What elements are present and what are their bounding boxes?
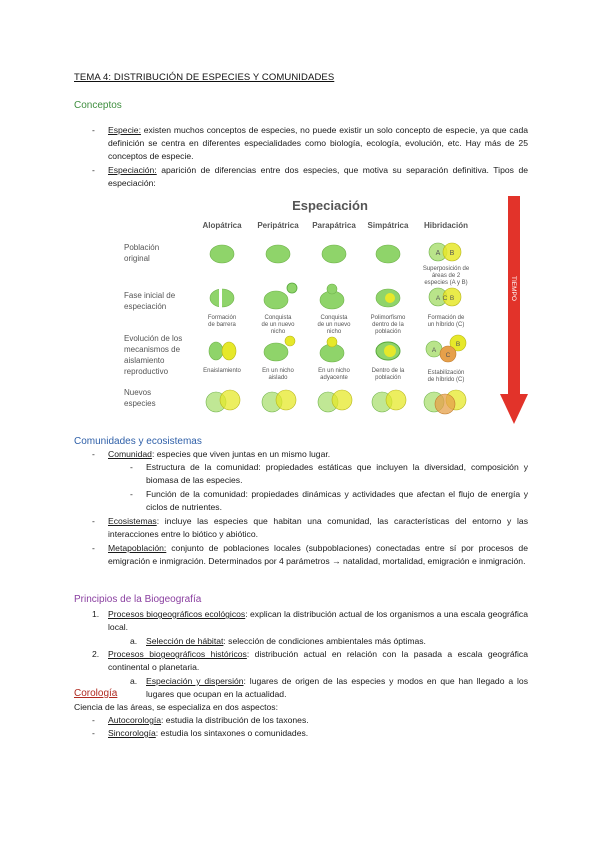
column-header: Alopátrica — [202, 221, 242, 230]
paragraph-funcion: Función de la comunidad: propiedades dinámicas y actividades que afectan el flujo de energía y ciclos de nutrientes. — [146, 489, 528, 513]
term-metapoblacion: Metapoblación: — [108, 543, 167, 553]
list-number: 1. — [92, 609, 100, 619]
population-blob — [276, 390, 296, 410]
population-blob — [222, 342, 236, 360]
column-header: Peripátrica — [257, 221, 299, 230]
text-especie: existen muchos conceptos de especies, no puede existir un solo concepto de especie, ya que cada definición se centra en diferentes especialidades como biología, ecología, evolución, etc. Hay más de 25 conceptos de especie. — [108, 125, 528, 162]
term-comunidad: Comunidad — [108, 449, 152, 459]
paragraph-especiacion — [108, 164, 528, 190]
figure-caption: Polimorfismo — [370, 315, 406, 321]
paragraph-metapoblacion — [108, 542, 528, 568]
row-label: original — [124, 254, 150, 263]
figure-caption: Conquista — [320, 315, 348, 321]
figure-caption: Estabilización — [427, 370, 465, 376]
term-seleccion-habitat: Selección de hábitat — [146, 636, 224, 646]
text-procesos-ecologicos: : explican la distribución actual de los organismos a una escala geográfica local. — [108, 609, 529, 633]
term-especiacion-dispersion: Especiación y dispersión — [146, 676, 244, 686]
figure-caption: población — [375, 329, 401, 335]
term-ecosistemas: Ecosistemas — [108, 516, 157, 526]
paragraph-autocorologia — [108, 714, 528, 727]
term-procesos-ecologicos: Procesos biogeográficos ecológicos — [108, 609, 246, 619]
bullet-dash: - — [92, 125, 95, 135]
text-especiacion: aparición de diferencias entre dos especies, que motiva su separación definitiva. Tipos de especiación: — [108, 165, 528, 189]
paragraph-seleccion-habitat — [146, 635, 528, 648]
column-header: Parapátrica — [312, 221, 356, 230]
figure-caption: dentro de la — [372, 322, 404, 328]
term-procesos-historicos: Procesos biogeográficos históricos — [108, 649, 247, 659]
figure-title: Especiación — [292, 198, 368, 213]
term-autocorologia: Autocorología — [108, 715, 162, 725]
section-heading-corologia: Corología — [74, 688, 118, 699]
row-label: especies — [124, 399, 156, 408]
text-seleccion-habitat: : selección de condiciones ambientales más óptimas. — [223, 636, 426, 646]
bullet-dash: - — [92, 715, 95, 725]
species-letter: A — [431, 347, 437, 354]
paragraph-especiacion-dispersion — [146, 675, 528, 701]
row-label: Evolución de los — [124, 334, 183, 343]
population-blob — [210, 245, 234, 263]
paragraph-corologia-intro: Ciencia de las áreas, se especializa en dos aspectos: — [74, 702, 278, 712]
text-especiacion-dispersion: : lugares de origen de las especies y modos en que han llegado a los lugares que ocupan en la actualidad. — [146, 676, 528, 700]
figure-caption: áreas de 2 — [431, 273, 461, 279]
population-blob — [220, 390, 240, 410]
figure-caption: Conquista — [264, 315, 292, 321]
population-blob — [287, 283, 297, 293]
population-blob — [376, 245, 400, 263]
population-blob — [332, 390, 352, 410]
bullet-dash: - — [92, 728, 95, 738]
bullet-dash: - — [92, 449, 95, 459]
species-letter: B — [449, 295, 455, 302]
population-blob — [209, 342, 223, 360]
text-metapoblacion: conjunto de poblaciones locales (subpoblaciones) conectadas entre sí por procesos de emigración e inmigración. Determinados por 4 parámetros → natalidad, mortalidad, emigración e inmigración. — [108, 543, 528, 567]
page-title: TEMA 4: DISTRIBUCIÓN DE ESPECIES Y COMUNIDADES — [74, 72, 335, 83]
figure-caption: de híbrido (C) — [427, 377, 465, 383]
population-blob — [322, 245, 346, 263]
bullet-dash: - — [130, 489, 133, 499]
paragraph-procesos-ecologicos — [108, 608, 528, 634]
bullet-dash: - — [92, 543, 95, 553]
row-label: Nuevos — [124, 388, 152, 397]
species-letter: A — [435, 295, 441, 302]
species-letter: C — [445, 352, 451, 359]
species-letter: A — [435, 250, 441, 257]
text-sincorologia: : estudia los sintaxones o comunidades. — [155, 728, 309, 738]
section-heading-comunidades: Comunidades y ecosistemas — [74, 436, 202, 447]
figure-caption: En un nicho — [262, 368, 294, 374]
text-ecosistemas: : incluye las especies que habitan una comunidad, las características del entorno y las interacciones entre lo biótico y abiótico. — [108, 516, 528, 540]
population-blob — [385, 293, 395, 303]
figure-caption: de un nuevo — [261, 322, 295, 328]
figure-caption: Enaislamiento — [203, 368, 241, 374]
population-blob — [285, 336, 295, 346]
figure-caption: de un nuevo — [317, 322, 351, 328]
figure-caption: un híbrido (C) — [427, 322, 465, 328]
column-header: Hibridación — [423, 221, 469, 230]
row-label: reproductivo — [124, 367, 169, 376]
text-procesos-historicos: : distribución actual en relación con la pasada a escala geográfica continental o planetaria. — [108, 649, 528, 673]
species-letter: C — [442, 295, 448, 302]
figure-caption: Formación de — [427, 315, 465, 321]
paragraph-ecosistemas — [108, 515, 528, 541]
population-blob — [386, 390, 406, 410]
figure-caption: población — [375, 375, 401, 381]
time-arrow-label: TIEMPO — [510, 276, 517, 301]
figure-caption: nicho — [326, 329, 342, 335]
column-header: Simpátrica — [367, 221, 409, 230]
paragraph-procesos-historicos — [108, 648, 528, 674]
paragraph-sincorologia — [108, 727, 528, 740]
term-especiacion: Especiación: — [108, 165, 157, 175]
figure-caption: En un nicho — [318, 368, 350, 374]
row-label: aislamiento — [124, 356, 165, 365]
figure-caption: nicho — [270, 329, 286, 335]
list-letter: a. — [130, 636, 138, 646]
text-autocorologia: : estudia la distribución de los taxones. — [161, 715, 309, 725]
speciation-figure — [112, 188, 532, 428]
figure-caption: Dentro de la — [371, 368, 405, 374]
figure-caption: adyacente — [320, 375, 348, 381]
population-blob — [264, 343, 288, 361]
figure-caption: especies (A y B) — [424, 280, 468, 286]
species-letter: B — [449, 250, 455, 257]
time-arrow-head — [500, 394, 528, 424]
bullet-dash: - — [130, 462, 133, 472]
population-blob — [384, 345, 396, 357]
population-blob — [266, 245, 290, 263]
row-label: Fase inicial de — [124, 291, 176, 300]
list-letter: a. — [130, 676, 138, 686]
bullet-dash: - — [92, 165, 95, 175]
species-letter: B — [455, 341, 461, 348]
figure-caption: de barrera — [208, 322, 236, 328]
population-blob — [327, 284, 337, 294]
row-label: especiación — [124, 302, 167, 311]
population-blob — [435, 394, 455, 414]
paragraph-comunidad — [108, 448, 528, 461]
term-sincorologia: Sincorología — [108, 728, 156, 738]
row-label: mecanismos de — [124, 345, 181, 354]
barrier-line — [219, 288, 222, 308]
section-heading-principios: Principios de la Biogeografía — [74, 594, 202, 605]
term-especie: Especie: — [108, 125, 141, 135]
population-blob — [327, 337, 337, 347]
paragraph-especie — [108, 124, 528, 164]
paragraph-estructura: Estructura de la comunidad: propiedades estáticas que incluyen la diversidad, composición y biomasa de las especies. — [146, 462, 528, 486]
bullet-dash: - — [92, 516, 95, 526]
figure-caption: aislado — [268, 375, 288, 381]
row-label: Población — [124, 243, 160, 252]
figure-caption: Formación — [207, 315, 237, 321]
list-number: 2. — [92, 649, 100, 659]
population-blob — [264, 291, 288, 309]
section-heading-conceptos: Conceptos — [74, 100, 122, 111]
figure-caption: Superposición de — [422, 266, 470, 272]
text-comunidad: : especies que viven juntas en un mismo lugar. — [151, 449, 331, 459]
